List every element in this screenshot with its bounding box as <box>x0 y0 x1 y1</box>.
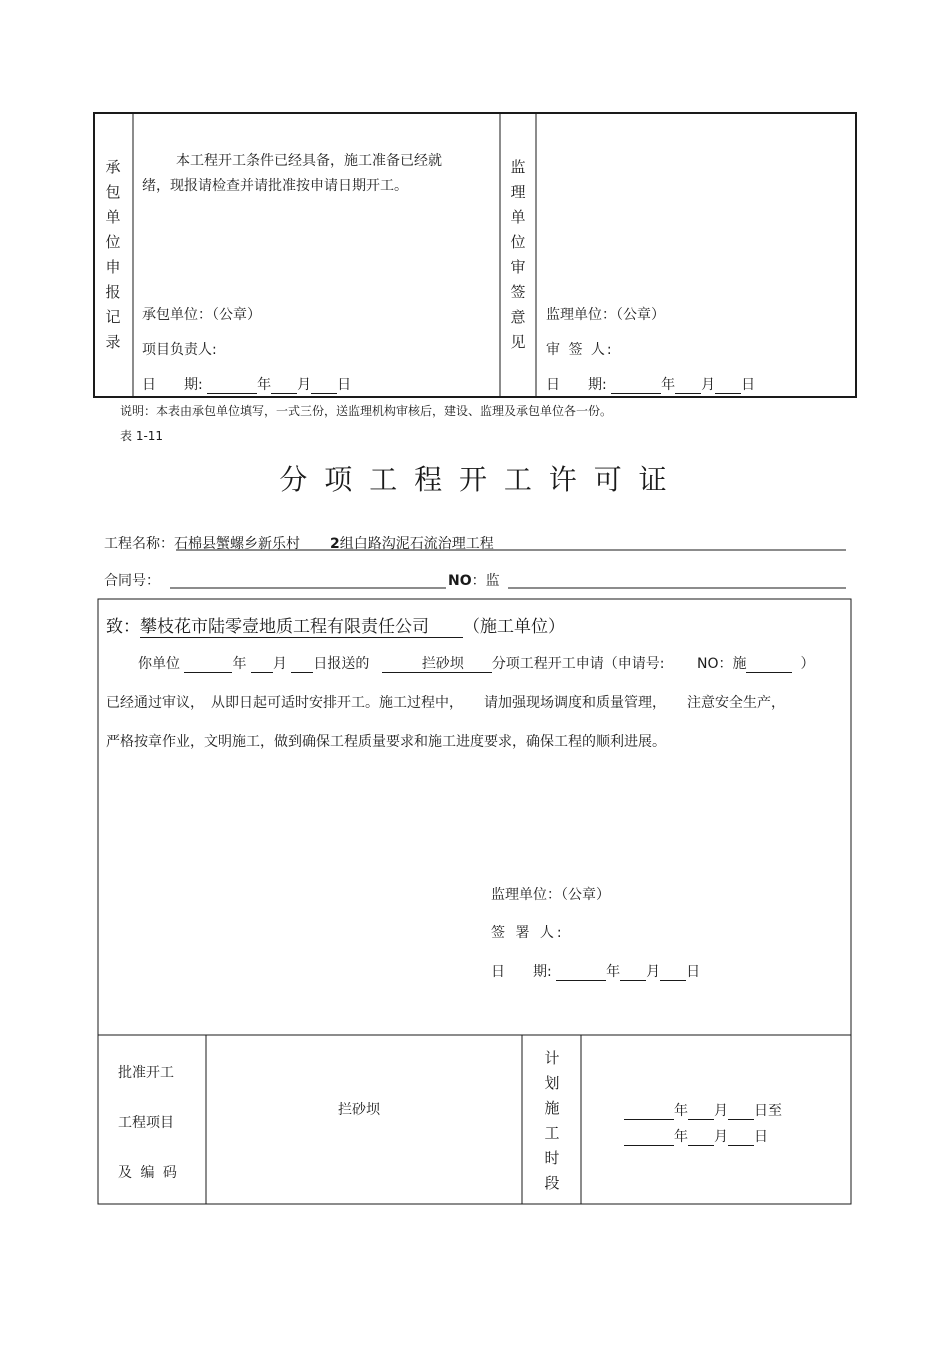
to-company: 攀枝花市陆零壹地质工程有限责任公司 <box>140 617 463 638</box>
month-label: 月 <box>297 377 312 393</box>
to-role: （施工单位） <box>463 617 565 637</box>
day-label: 日 <box>741 377 756 393</box>
vertical-char: 见 <box>510 333 526 351</box>
no-suffix: ：监 <box>471 573 500 589</box>
approved-item-label-2: 工程项目 <box>118 1115 174 1131</box>
year-blank[interactable] <box>624 1105 674 1120</box>
year-label: 年 <box>674 1103 688 1119</box>
day-label: 日 <box>686 964 701 980</box>
project-name-number: 2 <box>330 536 340 552</box>
year-label: 年 <box>674 1129 688 1145</box>
reviewer-label: 审 签 人: <box>546 342 614 358</box>
vertical-char: 意 <box>510 308 526 326</box>
day-blank[interactable] <box>728 1105 754 1120</box>
line1-no: NO：施 <box>696 656 747 672</box>
vertical-char: 位 <box>510 233 526 251</box>
vertical-char: 审 <box>510 258 526 276</box>
month-blank[interactable] <box>620 966 646 981</box>
year-blank[interactable] <box>556 966 606 981</box>
addressee-row <box>106 612 565 637</box>
month-blank[interactable] <box>251 658 273 673</box>
to-label: 致： <box>106 617 140 637</box>
day-blank[interactable] <box>291 658 313 673</box>
vertical-char: 单 <box>510 208 526 226</box>
vertical-char: 报 <box>105 283 121 301</box>
planned-period-vertical-label <box>542 1046 562 1196</box>
vertical-char: 记 <box>105 308 121 326</box>
permit-line2: 已经通过审议， 从即日起可适时安排开工。施工过程中， 请加强现场调度和质量管理， 注意安全生产， <box>106 695 785 711</box>
contractor-statement-line1: 本工程开工条件已经具备，施工准备已经就 <box>176 153 442 169</box>
vertical-char: 录 <box>105 333 121 351</box>
month-label: 月 <box>714 1129 728 1145</box>
approved-item-value: 拦砂坝 <box>338 1102 380 1118</box>
project-leader-label: 项目负责人: <box>142 342 217 358</box>
permit-signer: 签 署 人: <box>491 925 565 941</box>
month-blank[interactable] <box>688 1131 714 1146</box>
vertical-char: 段 <box>544 1174 560 1192</box>
vertical-char: 工 <box>544 1124 560 1142</box>
project-name-rest: 组白路沟泥石流治理工程 <box>339 536 494 552</box>
no-label: NO <box>448 573 472 589</box>
vertical-char: 位 <box>105 233 121 251</box>
approved-item-label-1: 批准开工 <box>118 1065 174 1081</box>
vertical-char: 划 <box>544 1074 560 1092</box>
date-label: 日 期: <box>546 377 607 393</box>
vertical-char: 签 <box>510 283 526 301</box>
day-label: 日 <box>754 1129 768 1145</box>
date-label: 日 期: <box>491 964 552 980</box>
table-number: 表 1-11 <box>120 429 164 443</box>
permit-supervisor-unit: 监理单位：（公章） <box>491 887 610 903</box>
contractor-unit-label: 承包单位：（公章） <box>142 307 261 323</box>
date-label: 日 期: <box>142 377 203 393</box>
project-name-value: 石棉县蟹螺乡新乐村 <box>174 536 300 552</box>
year-label: 年 <box>232 656 247 672</box>
month-label: 月 <box>701 377 716 393</box>
year-blank[interactable] <box>624 1131 674 1146</box>
vertical-char: 施 <box>544 1099 560 1117</box>
application-no-blank[interactable] <box>746 658 792 673</box>
year-label: 年 <box>661 377 676 393</box>
vertical-char: 包 <box>105 183 121 201</box>
month-label: 月 <box>714 1103 728 1119</box>
permit-line1 <box>138 653 814 673</box>
vertical-char: 计 <box>544 1049 560 1067</box>
month-label: 月 <box>646 964 661 980</box>
year-blank[interactable] <box>184 658 232 673</box>
vertical-char: 时 <box>544 1149 560 1167</box>
page-title: 分 项 工 程 开 工 许 可 证 <box>279 463 671 496</box>
form-note: 说明：本表由承包单位填写，一式三份，送监理机构审核后，建设、监理及承包单位各一份。 <box>120 404 613 418</box>
period-line1 <box>624 1100 782 1120</box>
vertical-char: 监 <box>510 158 526 176</box>
permit-line3: 严格按章作业，文明施工，做到确保工程质量要求和施工进度要求，确保工程的顺利进展。 <box>106 734 666 750</box>
vertical-char: 单 <box>105 208 121 226</box>
line1-day: 日报送的 <box>313 656 370 672</box>
line1-item: 拦砂坝 <box>382 656 492 673</box>
year-label: 年 <box>606 964 621 980</box>
day-to-label: 日至 <box>754 1103 782 1119</box>
vertical-char: 承 <box>105 158 121 176</box>
supervisor-unit-label: 监理单位：（公章） <box>546 307 665 323</box>
line1-close: ） <box>800 656 815 672</box>
line1-a: 你单位 <box>138 656 180 672</box>
period-line2 <box>624 1126 768 1146</box>
approved-item-label-3: 及 编 码 <box>118 1165 179 1181</box>
day-blank[interactable] <box>660 966 686 981</box>
day-blank[interactable] <box>728 1131 754 1146</box>
line1-b: 分项工程开工申请（申请号: <box>491 656 665 672</box>
permit-date-row <box>491 961 700 981</box>
month-label: 月 <box>272 656 287 672</box>
month-blank[interactable] <box>688 1105 714 1120</box>
contract-label: 合同号： <box>104 573 160 589</box>
vertical-char: 理 <box>510 183 526 201</box>
day-label: 日 <box>337 377 352 393</box>
year-label: 年 <box>257 377 272 393</box>
vertical-char: 申 <box>105 258 121 276</box>
project-name-label: 工程名称： <box>104 536 174 552</box>
contractor-statement-line2: 绪，现报请检查并请批准按申请日期开工。 <box>142 178 408 194</box>
